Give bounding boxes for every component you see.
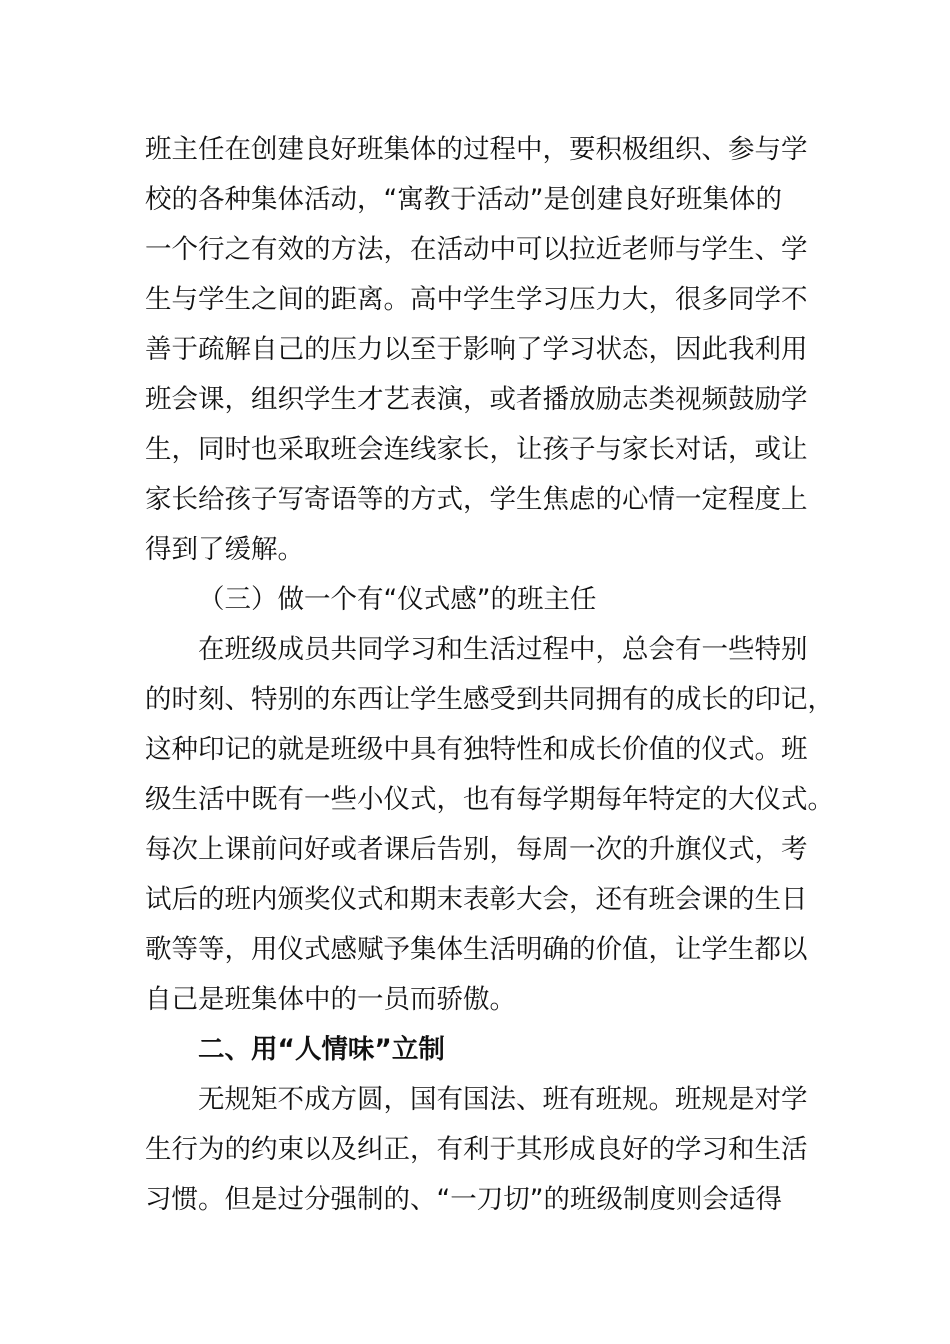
document-body	[145, 125, 834, 1225]
body-text-line: 在班级成员共同学习和生活过程中，总会有一些特别	[198, 634, 808, 665]
body-text-line: 无规矩不成方圆，国有国法、班有班规。班规是对学	[198, 1084, 808, 1115]
body-text-line: 习惯。但是过分强制的、“一刀切”的班级制度则会适得	[145, 1184, 782, 1215]
body-text-line: 试后的班内颁奖仪式和期末表彰大会，还有班会课的生日	[145, 884, 808, 915]
body-text-line: 生与学生之间的距离。高中学生学习压力大，很多同学不	[145, 284, 808, 315]
body-text-line: 班会课，组织学生才艺表演，或者播放励志类视频鼓励学	[145, 384, 808, 415]
body-text-line: 家长给孩子写寄语等的方式，学生焦虑的心情一定程度上	[145, 484, 808, 515]
body-text-line: 校的各种集体活动，“寓教于活动”是创建良好班集体的	[145, 184, 782, 215]
body-text-line: 歌等等，用仪式感赋予集体生活明确的价值，让学生都以	[145, 934, 808, 965]
body-text-line: 善于疏解自己的压力以至于影响了学习状态，因此我利用	[145, 334, 808, 365]
body-text-line: 生行为的约束以及纠正，有利于其形成良好的学习和生活	[145, 1134, 808, 1165]
body-text-line: 的时刻、特别的东西让学生感受到共同拥有的成长的印记，	[145, 684, 834, 715]
body-text-line: 每次上课前问好或者课后告别，每周一次的升旗仪式，考	[145, 834, 808, 865]
body-text-line: 生，同时也采取班会连线家长，让孩子与家长对话，或让	[145, 434, 808, 465]
body-text-line: 一个行之有效的方法，在活动中可以拉近老师与学生、学	[145, 234, 808, 265]
subsection-heading: （三）做一个有“仪式感”的班主任	[198, 584, 597, 615]
body-text-line: 得到了缓解。	[145, 534, 304, 565]
body-text-line: 这种印记的就是班级中具有独特性和成长价值的仪式。班	[145, 734, 808, 765]
body-text-line: 班主任在创建良好班集体的过程中，要积极组织、参与学	[145, 134, 808, 165]
body-text-line: 自己是班集体中的一员而骄傲。	[145, 984, 516, 1015]
body-text-line: 级生活中既有一些小仪式，也有每学期每年特定的大仪式。	[145, 784, 834, 815]
section-heading: 二、用“人情味”立制	[198, 1034, 445, 1065]
